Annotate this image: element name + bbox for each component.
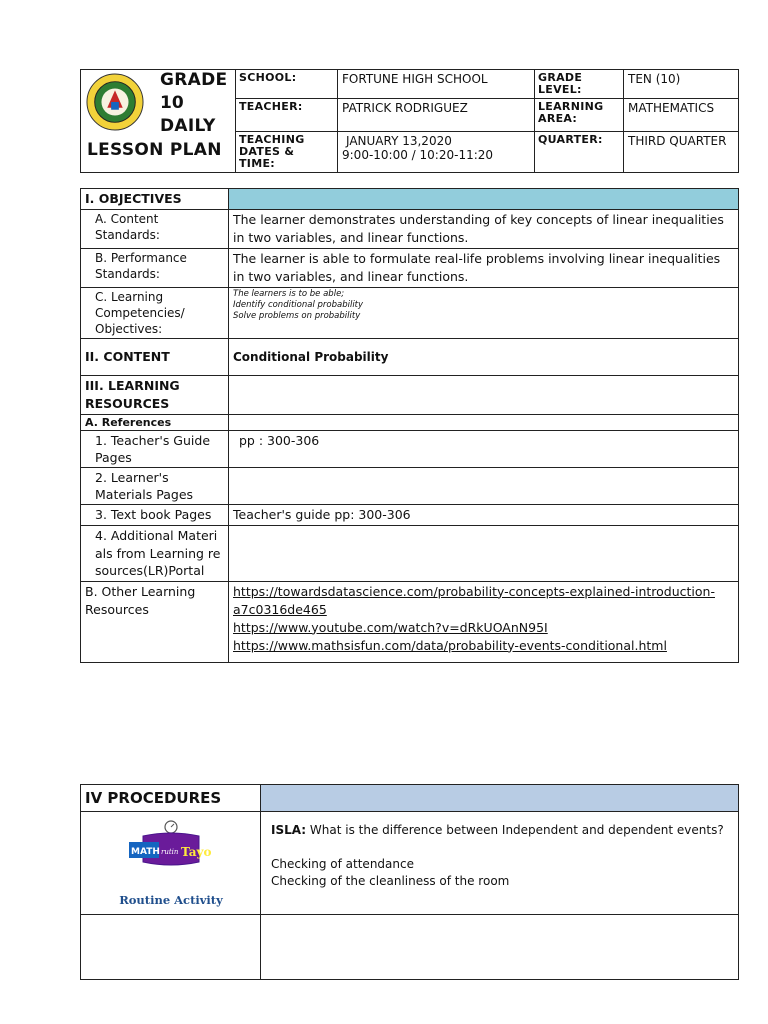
title-level: 10 [160,93,184,113]
teaching-dates-value [338,132,535,173]
isla-question: What is the difference between Independent and dependent events? [309,823,724,837]
tb-label: 3. Text book Pages [81,505,229,526]
grade-level-value: TEN (10) [624,70,739,99]
resources-heading: III. LEARNING RESOURCES [81,376,229,415]
teacher-value: PATRICK RODRIGUEZ [338,99,535,132]
check-item: Checking of the cleanliness of the room [271,874,510,888]
title-block [81,70,236,173]
mathrutin-tayo-logo-icon [123,818,219,874]
title-lesson-plan: LESSON PLAN [87,140,222,160]
performance-standards-value: The learner is able to formulate real-life problems involving linear inequalities in two variables, and linear functions. [229,249,739,288]
teaching-date: JANUARY 13,2020 [346,134,452,148]
lm-value [229,468,739,505]
teaching-dates-label: TEACHING DATES & TIME: [236,132,338,173]
content-standards-value: The learner demonstrates understanding of key concepts of linear inequalities in two variables, and linear functions. [229,210,739,249]
quarter-value: THIRD QUARTER [624,132,739,173]
routine-activity-cell [81,812,261,915]
procedures-table [80,784,739,980]
procedures-empty-left [81,915,261,980]
school-value: FORTUNE HIGH SCHOOL [338,70,535,99]
grade-level-label: GRADE LEVEL: [535,70,624,99]
header-table [80,69,739,173]
learning-area-label: LEARNING AREA: [535,99,624,132]
title-grade: GRADE [160,70,228,90]
tg-label: 1. Teacher's Guide Pages [81,431,229,468]
objectives-heading: I. OBJECTIVES [81,189,229,210]
svg-text:Tayo: Tayo [181,845,212,859]
content-heading: II. CONTENT [81,339,229,376]
competency-line: Solve problems on probability [233,311,361,321]
additional-materials-value [229,526,739,582]
objectives-header-fill [229,189,739,210]
procedures-empty-right [261,915,739,980]
teacher-label: TEACHER: [236,99,338,132]
school-seal-icon [86,73,144,131]
content-value: Conditional Probability [229,339,739,376]
svg-text:MATH: MATH [131,847,160,857]
resource-link[interactable]: https://towardsdatascience.com/probability-concepts-explained-introduction-a7c0316de465 [233,583,715,617]
isla-label: ISLA: [271,823,307,837]
competencies-value [229,288,739,339]
check-item: Checking of attendance [271,857,414,871]
procedures-header-fill [261,785,739,812]
tb-value: Teacher's guide pp: 300-306 [229,505,739,526]
other-resources-label: B. Other Learning Resources [81,581,229,662]
svg-text:rutin: rutin [161,848,179,856]
learning-area-value: MATHEMATICS [624,99,739,132]
competency-line: Identify conditional probability [233,300,364,310]
resource-link[interactable]: https://www.youtube.com/watch?v=dRkUOAnN95I [233,619,548,635]
quarter-label: QUARTER: [535,132,624,173]
school-label: SCHOOL: [236,70,338,99]
tg-value: pp : 300-306 [229,431,739,468]
resource-link[interactable]: https://www.mathsisfun.com/data/probability-events-conditional.html [233,637,667,653]
performance-standards-label: B. Performance Standards: [81,249,229,288]
references-label: A. References [81,415,229,431]
references-value [229,415,739,431]
additional-materials-label: 4. Additional Materials from Learning resources(LR)Portal [81,526,229,582]
routine-activity-caption: Routine Activity [119,893,223,907]
title-daily: DAILY [160,116,216,136]
procedures-heading: IV PROCEDURES [81,785,261,812]
lm-label: 2. Learner's Materials Pages [81,468,229,505]
content-standards-label: A. Content Standards: [81,210,229,249]
competencies-label: C. Learning Competencies/ Objectives: [81,288,229,339]
teaching-time: 9:00-10:00 / 10:20-11:20 [342,148,494,162]
resources-value [229,376,739,415]
routine-activity-content [261,812,739,915]
competency-line: The learners is to be able; [233,289,345,299]
other-resources-links [229,581,739,662]
objectives-table [80,188,739,663]
